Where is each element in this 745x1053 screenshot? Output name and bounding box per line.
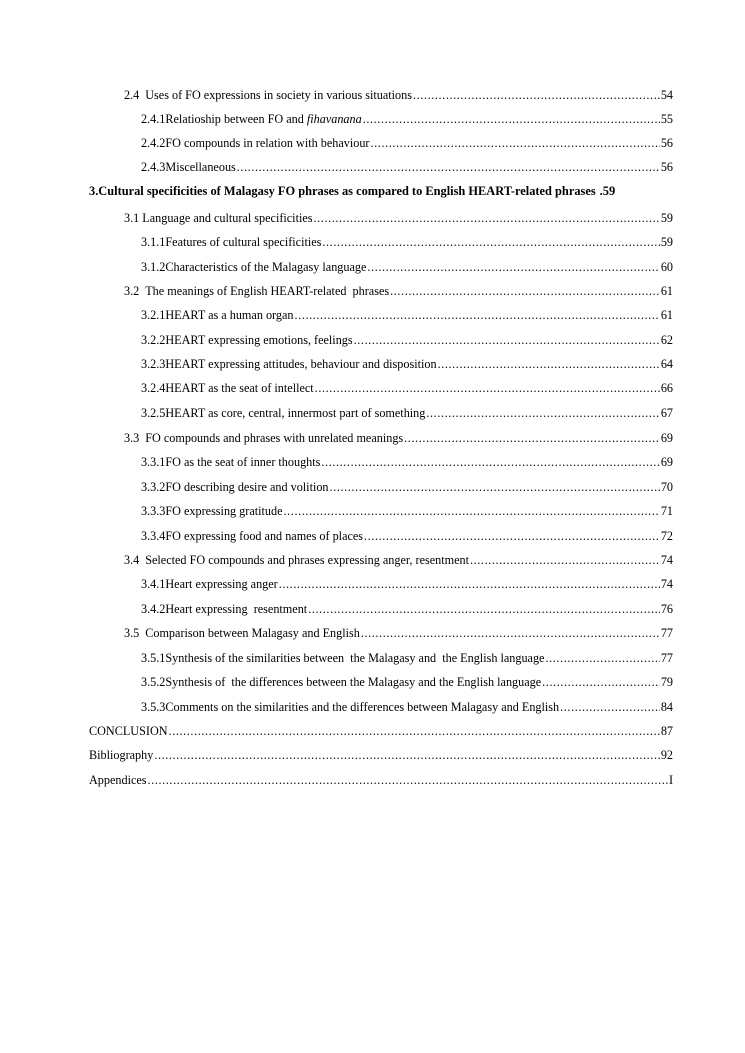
dot-leader: [322, 233, 659, 251]
toc-entry-title: Selected FO compounds and phrases expressing anger, resentment: [145, 553, 469, 567]
toc-entry-page: 61: [660, 308, 673, 322]
toc-entry-number: 3.3: [124, 431, 140, 445]
toc-entry-title: Bibliography: [89, 748, 154, 762]
toc-entry-number: 3.1.2: [141, 260, 166, 274]
toc-entry-title: CONCLUSION: [89, 724, 168, 738]
toc-entry-title: Features of cultural specificities: [165, 235, 322, 249]
toc-entry-title: Comments on the similarities and the differences between Malagasy and English: [165, 700, 560, 714]
dot-leader: [361, 624, 660, 642]
dot-leader: [542, 673, 660, 691]
toc-entry-page: 77: [660, 626, 673, 640]
toc-entry-3-2-2[interactable]: [141, 331, 673, 349]
toc-entry-3-1-1[interactable]: [141, 233, 673, 251]
toc-entry-2-4-1[interactable]: [141, 110, 673, 128]
toc-entry-title: FO expressing food and names of places: [165, 529, 364, 543]
toc-entry-title: 3.1 Language and cultural specificities: [124, 211, 313, 225]
toc-entry-page: 69: [660, 431, 673, 445]
dot-leader: [363, 110, 660, 128]
toc-entry-title: Relatioship between FO and: [165, 112, 307, 126]
toc-entry-title: Heart expressing resentment: [165, 602, 308, 616]
dot-leader: [367, 258, 659, 276]
dot-leader: [560, 698, 660, 716]
toc-entry-title: Characteristics of the Malagasy language: [165, 260, 367, 274]
toc-entry-3-3-2[interactable]: [141, 478, 673, 496]
toc-entry-number: 2.4.2: [141, 136, 166, 150]
toc-entry-page: 69: [660, 455, 673, 469]
toc-entry-page: 72: [660, 529, 673, 543]
toc-entry-title: Comparison between Malagasy and English: [145, 626, 360, 640]
toc-entry-page: 60: [660, 260, 673, 274]
toc-entry-page: 62: [660, 333, 673, 347]
toc-entry-page: 64: [660, 357, 673, 371]
toc-entry-3-2[interactable]: [124, 282, 673, 300]
toc-entry-3-4-2[interactable]: [141, 600, 673, 618]
toc-entry-title: FO compounds and phrases with unrelated meanings: [145, 431, 404, 445]
toc-entry-title: Synthesis of the similarities between the Malagasy and the English language: [165, 651, 545, 665]
toc-entry-number: 3.5.3: [141, 700, 166, 714]
dot-leader: [330, 478, 660, 496]
toc-entry-bibliography[interactable]: [89, 746, 673, 764]
toc-entry-number: 3.4.2: [141, 602, 166, 616]
toc-entry-title: Synthesis of the differences between the Malagasy and the English language: [165, 675, 542, 689]
dot-leader: [364, 527, 660, 545]
toc-entry-number: 3.5.2: [141, 675, 166, 689]
toc-entry-number: 3.3.4: [141, 529, 166, 543]
dot-leader: [295, 306, 660, 324]
toc-entry-3-2-4[interactable]: [141, 379, 673, 397]
toc-entry-title: FO compounds in relation with behaviour: [165, 136, 370, 150]
toc-entry-3-2-5[interactable]: [141, 404, 673, 422]
toc-entry-3-5-3[interactable]: [141, 698, 673, 716]
toc-entry-number: 2.4.3: [141, 160, 166, 174]
dot-leader: [438, 355, 660, 373]
dot-leader: [545, 649, 659, 667]
dot-leader: [390, 282, 660, 300]
toc-entry-title: FO expressing gratitude: [165, 504, 283, 518]
toc-entry-2-4-3[interactable]: [141, 158, 673, 176]
dot-leader: [354, 331, 660, 349]
dot-leader: [321, 453, 659, 471]
dot-leader: [371, 134, 660, 152]
toc-entry-title: FO as the seat of inner thoughts: [165, 455, 321, 469]
toc-entry-number: 3.2: [124, 284, 140, 298]
toc-entry-number: 3.2.1: [141, 308, 166, 322]
toc-entry-title-italic: fihavanana: [306, 112, 362, 126]
toc-entry-number: 3.3.1: [141, 455, 166, 469]
toc-entry-3-3[interactable]: [124, 429, 673, 447]
toc-entry-3-3-3[interactable]: [141, 502, 673, 520]
toc-entry-page: 59: [660, 211, 673, 225]
dot-leader: [315, 379, 660, 397]
toc-entry-number: 3.5.1: [141, 651, 166, 665]
toc-entry-title: Uses of FO expressions in society in various situations: [145, 88, 412, 102]
toc-entry-page: 71: [660, 504, 673, 518]
dot-leader: [284, 502, 660, 520]
toc-entry-number: 3.1.1: [141, 235, 166, 249]
toc-entry-conclusion[interactable]: [89, 722, 673, 740]
toc-entry-page: I: [668, 773, 673, 787]
toc-entry-number: 3.4.1: [141, 577, 166, 591]
toc-entry-page: 84: [660, 700, 673, 714]
toc-entry-3-5-1[interactable]: [141, 649, 673, 667]
toc-entry-3-4[interactable]: [124, 551, 673, 569]
dot-leader: [308, 600, 660, 618]
toc-entry-page: 92: [660, 748, 673, 762]
toc-entry-page: 56: [660, 136, 673, 150]
toc-entry-title: Heart expressing anger: [165, 577, 278, 591]
dot-leader: [404, 429, 660, 447]
toc-entry-appendices[interactable]: [89, 771, 673, 789]
toc-entry-3-1[interactable]: [124, 209, 673, 227]
toc-entry-3-3-4[interactable]: [141, 527, 673, 545]
dot-leader: [148, 771, 668, 789]
toc-entry-page: 77: [660, 651, 673, 665]
toc-entry-title: 3.Cultural specificities of Malagasy FO phrases as compared to English HEART-related phrases: [89, 184, 596, 198]
toc-entry-2-4-2[interactable]: [141, 134, 673, 152]
toc-entry-title: Miscellaneous: [165, 160, 236, 174]
toc-entry-number: 3.3.2: [141, 480, 166, 494]
toc-entry-title: HEART as the seat of intellect: [165, 381, 314, 395]
toc-entry-number: 3.3.3: [141, 504, 166, 518]
toc-entry-number: 3.2.4: [141, 381, 166, 395]
toc-entry-page: 55: [660, 112, 673, 126]
toc-entry-number: 3.2.2: [141, 333, 166, 347]
toc-entry-number: 3.2.3: [141, 357, 166, 371]
dot-leader: [169, 722, 660, 740]
toc-entry-title: HEART expressing emotions, feelings: [165, 333, 353, 347]
toc-entry-page: 74: [660, 553, 673, 567]
toc-entry-2-4[interactable]: [124, 86, 673, 104]
dot-leader: [413, 86, 660, 104]
toc-entry-page: 66: [660, 381, 673, 395]
toc-entry-3-3-1[interactable]: [141, 453, 673, 471]
toc-entry-title: HEART as a human organ: [165, 308, 294, 322]
toc-entry-3-5-2[interactable]: [141, 673, 673, 691]
toc-entry-3-1-2[interactable]: [141, 258, 673, 276]
toc-entry-title: HEART as core, central, innermost part of something: [165, 406, 426, 420]
toc-entry-page: 76: [660, 602, 673, 616]
toc-entry-page: 59: [660, 235, 673, 249]
toc-entry-page: 67: [660, 406, 673, 420]
toc-entry-page: 79: [660, 675, 673, 689]
toc-entry-3-2-1[interactable]: [141, 306, 673, 324]
dot-leader: [279, 575, 660, 593]
toc-entry-number: 3.2.5: [141, 406, 166, 420]
toc-entry-title: The meanings of English HEART-related phrases: [145, 284, 390, 298]
toc-entry-page: .59: [599, 184, 616, 198]
toc-entry-number: 2.4: [124, 88, 140, 102]
toc-entry-3-2-3[interactable]: [141, 355, 673, 373]
toc-entry-3-4-1[interactable]: [141, 575, 673, 593]
toc-entry-title: Appendices: [89, 773, 147, 787]
toc-entry-3-5[interactable]: [124, 624, 673, 642]
toc-entry-page: 87: [660, 724, 673, 738]
toc-entry-page: 61: [660, 284, 673, 298]
toc-entry-number: 3.5: [124, 626, 140, 640]
dot-leader: [154, 746, 659, 764]
toc-entry-page: 74: [660, 577, 673, 591]
dot-leader: [470, 551, 660, 569]
dot-leader: [314, 209, 660, 227]
dot-leader: [237, 158, 660, 176]
toc-entry-number: 2.4.1: [141, 112, 166, 126]
toc-entry-title: FO describing desire and volition: [165, 480, 329, 494]
toc-entry-page: 54: [660, 88, 673, 102]
toc-entry-number: 3.4: [124, 553, 140, 567]
dot-leader: [426, 404, 659, 422]
toc-entry-page: 56: [660, 160, 673, 174]
toc-entry-title: HEART expressing attitudes, behaviour and disposition: [165, 357, 437, 371]
toc-entry-page: 70: [660, 480, 673, 494]
toc-entry-chapter-3[interactable]: [89, 182, 673, 200]
